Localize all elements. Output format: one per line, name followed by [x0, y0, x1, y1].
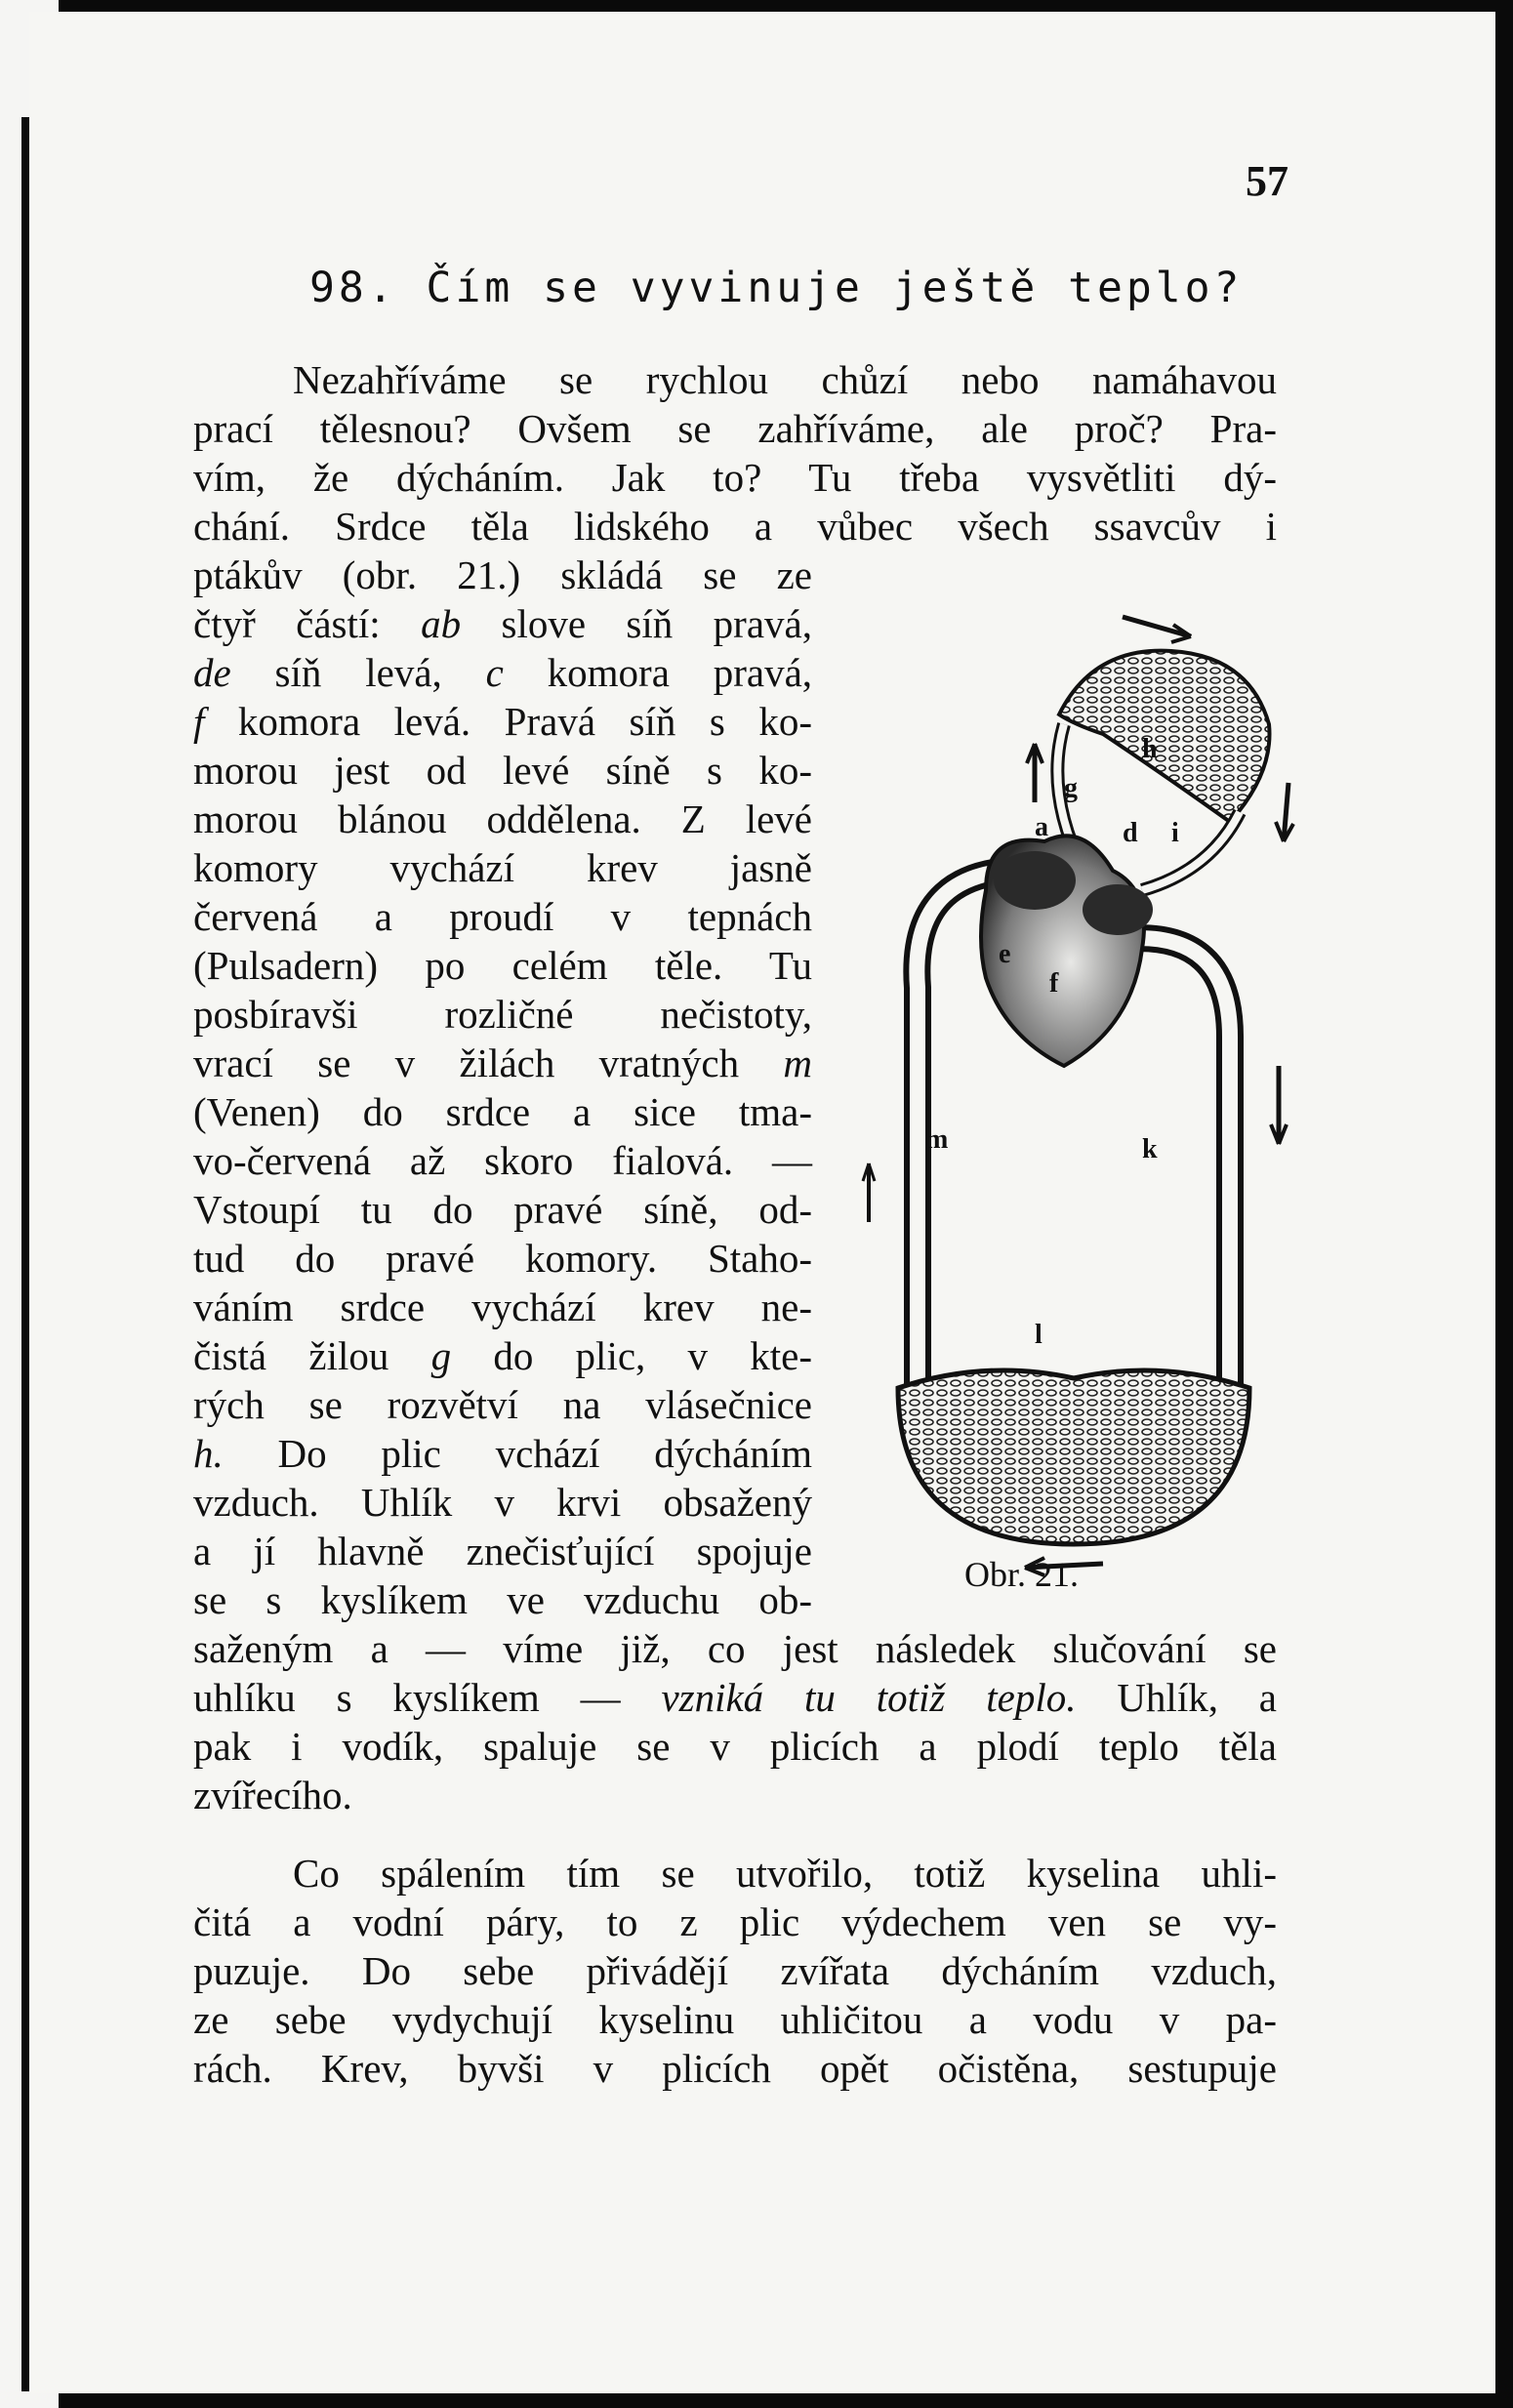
text-line: Co spálením tím se utvořilo, totiž kyselina uhli-	[293, 1851, 1277, 1896]
text-span: komora pravá,	[547, 650, 813, 695]
lung-capillaries	[1059, 651, 1270, 822]
text-line	[193, 648, 812, 697]
text-line: komory vychází krev jasně	[193, 845, 812, 890]
figure-label-l: l	[1035, 1320, 1043, 1350]
figure-label-h: h	[1142, 734, 1158, 764]
figure-label-f: f	[1049, 968, 1059, 999]
text-line: chání. Srdce těla lidského a vůbec všech ssavcův i	[193, 504, 1277, 549]
left-atrium	[1083, 884, 1153, 935]
pulmonary-return	[1142, 812, 1240, 890]
text-line: vzduch. Uhlík v krvi obsažený	[193, 1480, 812, 1525]
text-line	[193, 1039, 812, 1087]
label-h: h.	[193, 1431, 224, 1476]
text-line: pak i vodík, spaluje se v plicích a plodí teplo těla	[193, 1724, 1277, 1769]
figure-label-a: a	[1035, 812, 1048, 842]
text-line: vo-červená až skoro fialová. —	[193, 1138, 812, 1183]
aorta	[1123, 938, 1230, 1417]
text-line: čitá a vodní páry, to z plic výdechem ven se vy-	[193, 1899, 1277, 1944]
text-line: puzuje. Do sebe přivádějí zvířata dýcháním vzduch,	[193, 1948, 1277, 1993]
right-atrium	[994, 851, 1076, 910]
arrow-top	[1123, 617, 1191, 636]
text-span: Do plic vchází dýcháním	[277, 1431, 812, 1476]
label-ab: ab	[421, 601, 462, 646]
text-line: rách. Krev, byvši v plicích opět očistěna, sestupuje	[193, 2046, 1277, 2091]
text-line	[193, 697, 812, 746]
circulation-figure	[839, 578, 1328, 1603]
label-m: m	[783, 1041, 812, 1085]
label-g: g	[430, 1333, 452, 1378]
figure-label-k: k	[1142, 1134, 1158, 1164]
text-span: Uhlík, a	[1117, 1675, 1277, 1720]
text-line	[193, 1673, 1277, 1722]
circulation-diagram	[839, 578, 1328, 1603]
text-span: čtyř částí:	[193, 601, 381, 646]
text-span: čistá žilou	[193, 1333, 389, 1378]
text-line: zvířecího.	[193, 1773, 352, 1817]
text-line	[193, 599, 812, 648]
figure-label-e: e	[999, 939, 1011, 969]
emphasis-text: vzniká tu totiž teplo.	[661, 1675, 1077, 1720]
text-span: komora levá. Pravá síň s ko-	[237, 699, 812, 744]
text-line: tud do pravé komory. Staho-	[193, 1236, 812, 1281]
text-line: rých se rozvětví na vlásečnice	[193, 1382, 812, 1427]
text-line: ptákův (obr. 21.) skládá se ze	[193, 552, 812, 597]
text-line: (Venen) do srdce a sice tma-	[193, 1089, 812, 1134]
figure-label-i: i	[1171, 818, 1179, 848]
text-span: uhlíku s kyslíkem —	[193, 1675, 621, 1720]
text-span: do plic, v kte-	[493, 1333, 812, 1378]
text-line: morou jest od levé síně s ko-	[193, 748, 812, 793]
text-line: prací tělesnou? Ovšem se zahříváme, ale proč? Pra-	[193, 406, 1277, 451]
section-heading: 98. Čím se vyvinuje ještě teplo?	[309, 264, 1244, 312]
label-c: c	[485, 650, 504, 695]
text-line: a jí hlavně znečisťující spojuje	[193, 1529, 812, 1573]
text-line: Nezahříváme se rychlou chůzí nebo namáhavou	[293, 357, 1277, 402]
text-span: síň levá,	[274, 650, 442, 695]
text-line	[193, 1429, 812, 1478]
text-line: Vstoupí tu do pravé síně, od-	[193, 1187, 812, 1232]
text-line: se s kyslíkem ve vzduchu ob-	[193, 1577, 812, 1622]
text-line: váním srdce vychází krev ne-	[193, 1285, 812, 1329]
text-span: vrací se v žilách vratných	[193, 1041, 740, 1085]
figure-label-m: m	[925, 1124, 949, 1155]
label-f: f	[193, 699, 205, 744]
figure-label-g: g	[1064, 773, 1078, 803]
text-line: morou blánou oddělena. Z levé	[193, 796, 812, 841]
text-line: saženým a — víme již, co jest následek slučování se	[193, 1626, 1277, 1671]
text-line: vím, že dýcháním. Jak to? Tu třeba vysvětliti dý-	[193, 455, 1277, 500]
text-span: slove síň pravá,	[501, 601, 812, 646]
text-line: (Pulsadern) po celém těle. Tu	[193, 943, 812, 988]
text-line: posbíravši rozličné nečistoty,	[193, 992, 812, 1037]
figure-label-d: d	[1123, 818, 1138, 848]
label-de: de	[193, 650, 231, 695]
book-page	[29, 12, 1495, 2393]
body-capillaries	[898, 1370, 1249, 1544]
text-line: ze sebe vydychují kyselinu uhličitou a vodu v pa-	[193, 1997, 1277, 2042]
page-number: 57	[1246, 157, 1288, 205]
text-line	[193, 1331, 812, 1380]
figure-caption: Obr. 21.	[964, 1555, 1079, 1594]
text-line: červená a proudí v tepnách	[193, 894, 812, 939]
